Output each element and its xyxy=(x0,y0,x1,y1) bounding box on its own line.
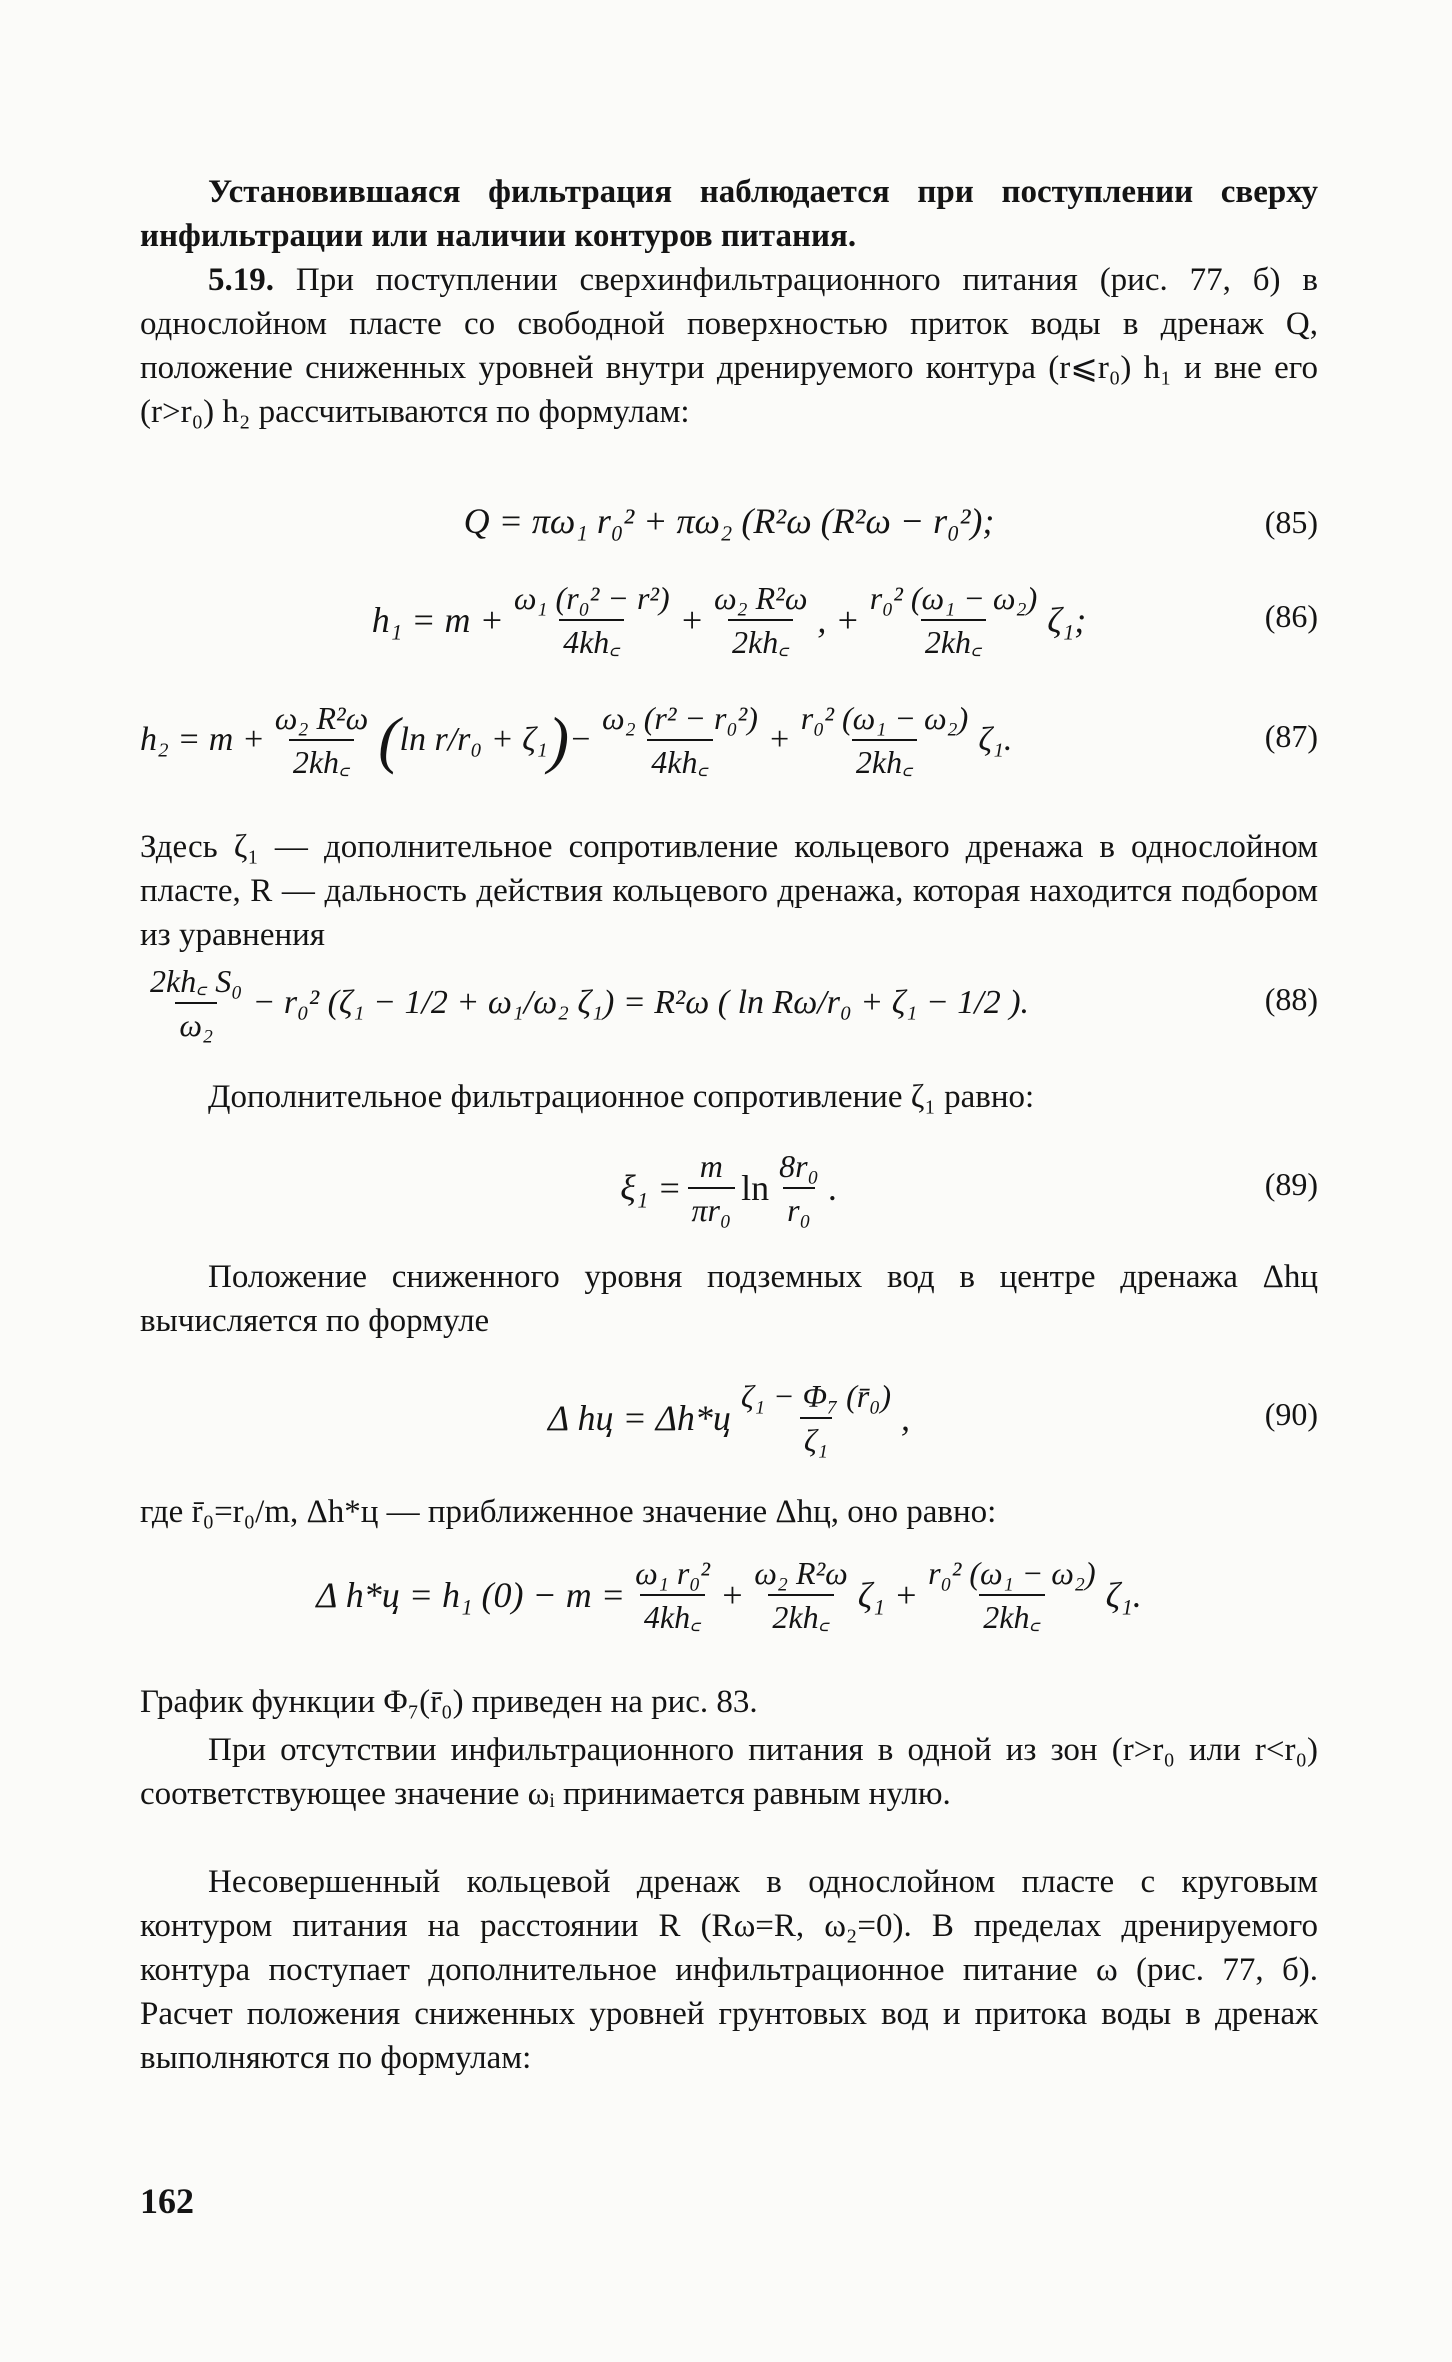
paragraph-text: Положение сниженного уровня подземных вод в центре дренажа Δhц вычисляется по формуле xyxy=(140,1259,1318,1339)
fraction-1: $\frac{\text{ζ₁ − Φ₇ (r̄₀)}}{\text{ζ₁}}$ xyxy=(740,1378,891,1458)
fraction-1: $\frac{\text{ω₁ (r₀² − r²)}}{4kh꜀}$ xyxy=(513,580,670,660)
fraction-3: $\frac{\text{r₀² (ω₁ − ω₂)}}{2kh꜀}$ xyxy=(800,700,969,780)
equation-86: h₁ = m + $\frac{\text{ω₁ (r₀² − r²)}}{4kh꜀}$ + $\frac{\text{ω₂ R²ω}}{2kh꜀}$ , + $\frac{\text{r₀² (ω₁ − ω₂)}}{2kh꜀}$ ζ₁; (86) xyxy=(371,580,1318,660)
fraction-2: $\frac{\text{ω₂ (r² − r₀²)}}{4kh꜀}$ xyxy=(602,700,758,780)
equation-90: Δ hц = Δh*ц $\frac{\text{ζ₁ − Φ₇ (r̄₀)}}{\text{ζ₁}}$ , (90) xyxy=(548,1378,1318,1458)
equation-number: (87) xyxy=(1264,718,1318,754)
equation-89: ξ₁ = $\frac{m}{\text{πr₀}}$ ln $\frac{\text{8r₀}}{\text{r₀}}$ . (89) xyxy=(620,1148,1318,1228)
paragraph-graph-ref xyxy=(140,1680,1318,1724)
equation-number: (90) xyxy=(1264,1396,1318,1432)
equation-delta-h-star: Δ h*ц = h₁ (0) − m = $\frac{\text{ω₁ r₀²}}{4kh꜀}$ + $\frac{\text{ω₂ R²ω}}{2kh꜀}$ ζ₁ + $\frac{\text{r₀² (ω₁ − ω₂)}}{2kh꜀}$ ζ₁. xyxy=(316,1555,1142,1635)
paragraph-no-infiltration xyxy=(140,1728,1318,1816)
paragraph-text: При отсутствии инфильтрационного питания в одной из зон (r>r₀ или r<r₀) соответствующее значение ωᵢ принимается равным нулю. xyxy=(140,1732,1318,1812)
equation-number: (86) xyxy=(1264,598,1318,634)
fraction-1: $\frac{m}{\text{πr₀}}$ xyxy=(688,1147,736,1229)
paragraph-5-19 xyxy=(140,258,1318,434)
equation-88 xyxy=(140,955,1318,1055)
section-number: 5.19. xyxy=(208,262,274,298)
paragraph-text: Дополнительное фильтрационное сопротивление ζ₁ равно: xyxy=(208,1079,1035,1115)
log-term: ln r/r₀ + ζ₁ xyxy=(399,721,548,758)
fraction-2: $\frac{\text{ω₂ R²ω}}{2kh꜀}$ xyxy=(713,580,808,660)
paragraph-text: где r̄₀=r₀/m, Δh*ц — приближенное значение Δhц, оно равно: xyxy=(140,1494,997,1530)
equation-87: h₂ = m + $\frac{\text{ω₂ R²ω}}{2kh꜀}$ ( ln r/r₀ + ζ₁ ) − $\frac{\text{ω₂ (r² − r₀²)}}{4kh꜀}$ + $\frac{\text{r₀² (ω₁ − ω₂)}}{2kh꜀}$ ζ₁. (87) xyxy=(140,700,1318,780)
equation-body: − r₀² (ζ₁ − 1/2 + ω₁/ω₂ ζ₁) = R²ω ( ln Rω/r₀ + ζ₁ − 1/2 ). xyxy=(252,984,1030,1021)
fraction-1: $\frac{\text{2kh꜀ S₀}}{\text{ω₂}}$ xyxy=(150,963,243,1043)
paragraph-where xyxy=(140,1490,1318,1534)
fraction-1: $\frac{\text{ω₂ R²ω}}{2kh꜀}$ xyxy=(274,700,369,780)
equation-85 xyxy=(140,500,1318,550)
paragraph-imperfect-drainage xyxy=(140,1860,1318,2080)
fraction-3: $\frac{\text{r₀² (ω₁ − ω₂)}}{2kh꜀}$ xyxy=(869,580,1038,660)
equation-body: Q = πω₁ r₀² + πω₂ (R²ω (R²ω − r₀²); xyxy=(463,501,995,541)
equation-lhs: h₂ = m + xyxy=(140,721,265,758)
paragraph-text: Установившаяся фильтрация наблюдается при поступлении сверху инфильтрации или наличии контуров питания. xyxy=(140,174,1318,254)
equation-number: (89) xyxy=(1264,1166,1318,1202)
equation-number: (88) xyxy=(1264,981,1318,1017)
paragraph-text: Здесь ζ₁ — дополнительное сопротивление кольцевого дренажа в однослойном пласте, R — дальность действия кольцевого дренажа, которая находится подбором из уравнения xyxy=(140,829,1318,953)
fraction-2: $\frac{\text{8r₀}}{\text{r₀}}$ xyxy=(779,1148,819,1228)
equation-number: (85) xyxy=(1264,504,1318,540)
paragraph-zeta-definition xyxy=(140,825,1318,957)
fraction-2: $\frac{\text{ω₂ R²ω}}{2kh꜀}$ xyxy=(754,1555,848,1635)
page-number: 162 xyxy=(140,2181,194,2221)
fraction-1: $\frac{\text{ω₁ r₀²}}{4kh꜀}$ xyxy=(635,1555,710,1635)
paragraph-steady-filtration xyxy=(140,170,1318,258)
equation-lhs: h₁ = m + xyxy=(371,600,504,640)
paragraph-text: При поступлении сверхинфильтрационного питания (рис. 77, б) в однослойном пласте со свободной поверхностью приток воды в дренаж Q, положение сниженных уровней внутри дренируемого контура (r⩽r₀) h₁ и вне его (r>r₀) h₂ рассчитываются по формулам: xyxy=(140,262,1318,430)
paragraph-text: График функции Φ₇(r̄₀) приведен на рис. 83. xyxy=(140,1684,758,1720)
paragraph-center-level xyxy=(140,1255,1318,1343)
fraction-3: $\frac{\text{r₀² (ω₁ − ω₂)}}{2kh꜀}$ xyxy=(928,1555,1096,1635)
paragraph-additional-resistance xyxy=(140,1075,1318,1119)
paragraph-text: Несовершенный кольцевой дренаж в однослойном пласте с круговым контуром питания на расстоянии R (Rω=R, ω₂=0). В пределах дренируемого контура поступает дополнительное инфильтрационное питание ω (рис. 77, б). Расчет положения сниженных уровней грунтовых вод и притока воды в дренаж выполняются по формулам: xyxy=(140,1864,1318,2076)
